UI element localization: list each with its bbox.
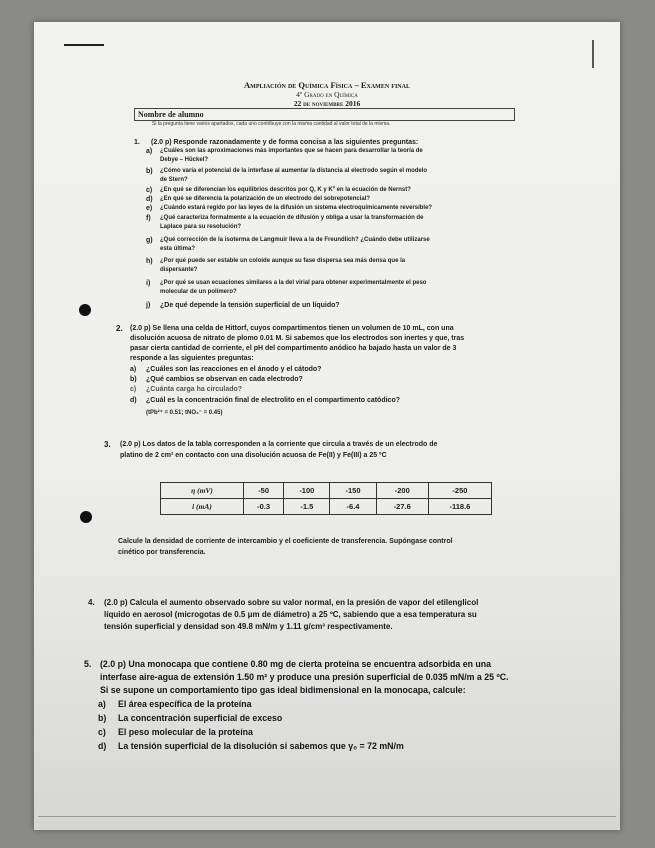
table-cell: -200: [376, 483, 428, 499]
q1j-line1: ¿De qué depende la tensión superficial de un líquido?: [160, 302, 340, 309]
q1h-letter: h): [146, 258, 153, 265]
q5b-text: La concentración superficial de exceso: [118, 713, 283, 723]
table-cell: -6.4: [330, 499, 376, 515]
table-cell: -100: [284, 483, 330, 499]
q2a-letter: a): [130, 366, 137, 373]
q1h-line2: dispersante?: [160, 267, 198, 273]
q4-number: 4.: [88, 598, 95, 607]
exam-course: 4º Grado en Química: [296, 90, 358, 99]
q2-line3: pasar cierta cantidad de corriente, el pH del compartimento anódico ha bajado hasta un valor de 3: [130, 345, 457, 352]
q1d-line1: ¿En qué se diferencia la polarización de un electrodo del sobrepotencial?: [160, 196, 371, 202]
student-name-field[interactable]: [134, 108, 515, 121]
punch-hole-top: [79, 304, 91, 316]
table-cell: -250: [428, 483, 491, 499]
table-header-eta: η (mV): [161, 483, 244, 499]
q1e-line1: ¿Cuándo estará regido por las leyes de la difusión un sistema electroquímicamente reversible?: [160, 205, 433, 211]
margin-mark: [592, 40, 594, 68]
q5a-text: El área específica de la proteína: [118, 699, 252, 709]
q2-line1: (2.0 p) Se llena una celda de Hittorf, cuyos compartimentos tienen un volumen de 10 mL, con una: [130, 325, 454, 332]
q2-line2: disolución acuosa de nitrato de plomo 0.01 M. Si sabemos que los electrodos son inertes y que, tras: [130, 335, 465, 342]
q5a-letter: a): [98, 699, 106, 709]
q1g-letter: g): [146, 237, 153, 244]
q2-transport-numbers: (tPb²⁺ = 0.51; tNO₃⁻ = 0.45): [146, 410, 223, 416]
q3-after-line1: Calcule la densidad de corriente de intercambio y el coeficiente de transferencia. Supóngase control: [118, 538, 453, 545]
q1f-line2: Laplace para su resolución?: [160, 224, 242, 230]
q1i-line2: molecular de un polímero?: [160, 289, 237, 295]
q3-after-line2: cinético por transferencia.: [118, 549, 206, 556]
table-cell: -150: [330, 483, 376, 499]
table-row: [161, 499, 492, 515]
q1b-line1: ¿Cómo varía el potencial de la interfase al aumentar la distancia al electrodo según el modelo: [160, 168, 428, 174]
q1b-letter: b): [146, 168, 153, 175]
table-cell: -118.6: [428, 499, 491, 515]
q5d-letter: d): [98, 741, 107, 751]
scoring-note: Si la pregunta tiene varios apartados, cada uno contribuye con la misma cantidad al valor total de la misma.: [152, 121, 391, 127]
q5d-text: La tensión superficial de la disolución si sabemos que γ₀ = 72 mN/m: [118, 741, 404, 751]
q3-line2: platino de 2 cm² en contacto con una disolución acuosa de Fe(II) y Fe(III) a 25 ºC: [120, 452, 387, 459]
q2d-letter: d): [130, 397, 137, 404]
q1h-line1: ¿Por qué puede ser estable un coloide aunque su fase dispersa sea más densa que la: [160, 258, 406, 264]
q2b-letter: b): [130, 376, 137, 383]
q3-line1: (2.0 p) Los datos de la tabla corresponden a la corriente que circula a través de un electrodo de: [120, 441, 438, 448]
q1b-line2: de Stern?: [160, 177, 188, 183]
q1g-line2: esta última?: [160, 246, 196, 252]
q4-line2: líquido en aerosol (microgotas de 0.5 μm de diámetro) a 25 ºC, sabiendo que a esa temperatura su: [104, 610, 477, 619]
q1i-letter: i): [146, 280, 151, 287]
table-cell: -50: [244, 483, 284, 499]
bottom-edge-line: [38, 816, 616, 817]
q1e-letter: e): [146, 205, 153, 212]
q1f-letter: f): [146, 215, 151, 222]
q2d-text: ¿Cuál es la concentración final de electrolito en el compartimento catódico?: [146, 397, 400, 404]
q3-number: 3.: [104, 440, 111, 449]
q1a-line2: Debye – Hückel?: [160, 157, 209, 163]
exam-sheet: [34, 22, 620, 830]
name-label: Nombre de alumno: [138, 110, 204, 119]
q1j-letter: j): [146, 302, 151, 309]
q1a-line1: ¿Cuáles son las aproximaciones más importantes que se hacen para desarrollar la teoría de: [160, 148, 423, 154]
q4-line1: (2.0 p) Calcula el aumento observado sobre su valor normal, en la presión de vapor del etilenglicol: [104, 598, 479, 607]
table-cell: -27.6: [376, 499, 428, 515]
q2-number: 2.: [116, 324, 123, 333]
q2b-text: ¿Qué cambios se observan en cada electrodo?: [146, 376, 303, 383]
table-cell: -1.5: [284, 499, 330, 515]
q1d-letter: d): [146, 196, 153, 203]
q5-line2: interfase aire-agua de extensión 1.50 m² y produce una presión superficial de 0.035 mN/m a 25 ºC.: [100, 672, 509, 682]
q1-intro: (2.0 p) Responde razonadamente y de forma concisa a las siguientes preguntas:: [151, 139, 419, 146]
top-pen-stroke: [64, 44, 104, 46]
q5b-letter: b): [98, 713, 107, 723]
punch-hole-bottom: [80, 511, 92, 523]
q1i-line1: ¿Por qué se usan ecuaciones similares a la del virial para obtener experimentalmente el peso: [160, 280, 427, 286]
q1f-line1: ¿Qué caracteriza formalmente a la ecuación de difusión y obliga a usar la transformación de: [160, 215, 424, 221]
q4-line3: tensión superficial y densidad son 49.8 mN/m y 1.11 g/cm³ respectivamente.: [104, 622, 393, 631]
q1a-letter: a): [146, 148, 153, 155]
q1c-letter: c): [146, 187, 153, 194]
q1g-line1: ¿Qué corrección de la isoterma de Langmuir lleva a la de Freundlich? ¿Cuándo debe utilizarse: [160, 237, 430, 243]
table-cell: -0.3: [244, 499, 284, 515]
q2-line4: responde a las siguientes preguntas:: [130, 355, 254, 362]
q2c-text: ¿Cuánta carga ha circulado?: [146, 386, 243, 393]
exam-title: Ampliación de Química Física – Examen final: [244, 80, 410, 90]
q5-number: 5.: [84, 659, 92, 669]
q1c-line1: ¿En qué se diferencian los equilibrios descritos por Q, K y Kº en la ecuación de Nernst?: [160, 187, 411, 193]
table-header-current: i (mA): [161, 499, 244, 515]
q5c-text: El peso molecular de la proteína: [118, 727, 253, 737]
exam-date: 22 de noviembre 2016: [293, 99, 361, 108]
q2c-letter: c): [130, 386, 137, 393]
q2a-text: ¿Cuáles son las reacciones en el ánodo y el cátodo?: [146, 366, 322, 373]
table-row: [161, 483, 492, 499]
overpotential-current-table: [160, 482, 492, 515]
q5-line1: (2.0 p) Una monocapa que contiene 0.80 mg de cierta proteína se encuentra adsorbida en una: [100, 659, 492, 669]
q5-line3: Si se supone un comportamiento tipo gas ideal bidimensional en la monocapa, calcule:: [100, 685, 466, 695]
q1-number: 1.: [134, 139, 140, 146]
q5c-letter: c): [98, 727, 106, 737]
